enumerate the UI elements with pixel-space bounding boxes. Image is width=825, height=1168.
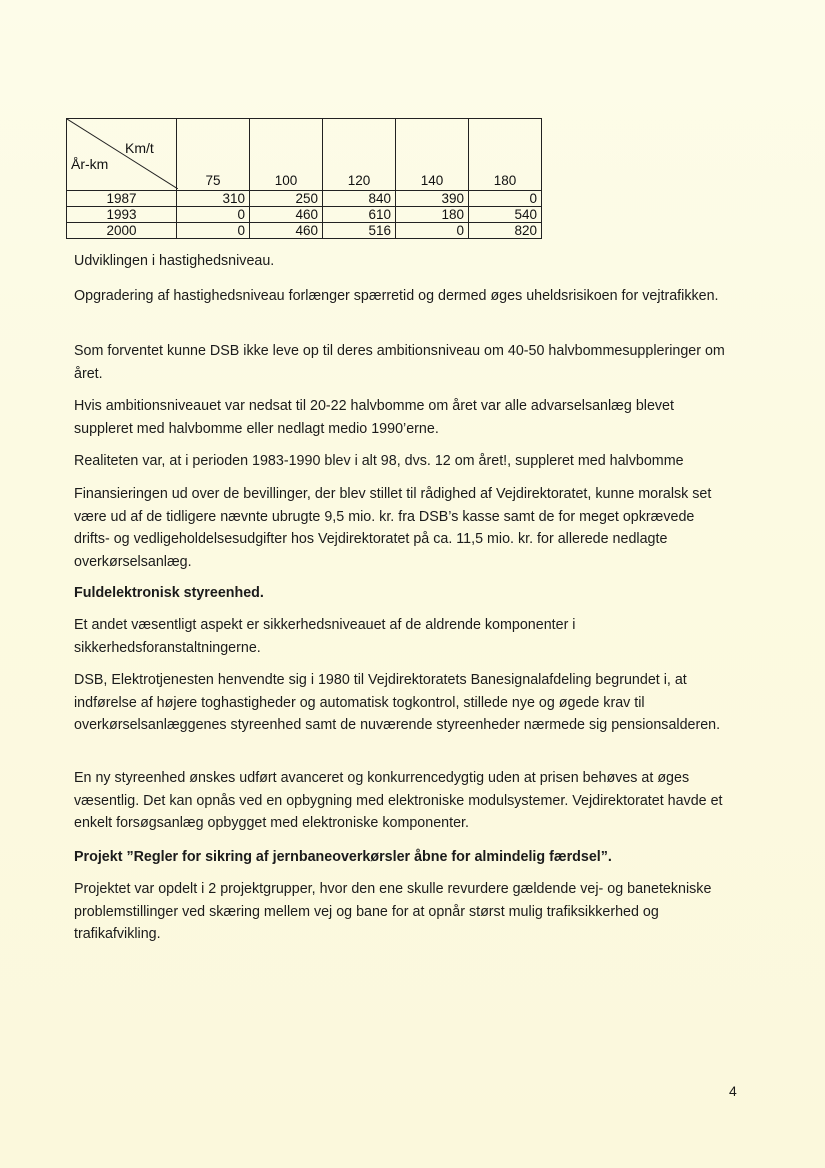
paragraph: Hvis ambitionsniveauet var nedsat til 20-22 halvbomme om året var alle advarselsanlæg blevet suppleret med halvbomme eller nedlagt medio 1990’erne. [74,398,674,437]
paragraph: DSB, Elektrotjenesten henvendte sig i 1980 til Vejdirektoratets Banesignalafdeling begrundet i, at indførelse af højere toghastigheder og automatisk togkontrol, stillede nye og øgede krav til overkørselsanlæggenes styreenhed samt de nuværende styreenheder nærmede sig pensionsalderen. [74,672,721,733]
table-cell: 250 [250,191,323,207]
paragraph: Projektet var opdelt i 2 projektgrupper, hvor den ene skulle revurdere gældende vej- og banetekniske problemstillinger ved skæring mellem vej og bane for at opnår størst mulig trafiksikkerhed og trafikafvikling. [74,881,712,942]
table-cell: 516 [323,223,396,239]
section-heading: Fuldelektronisk styreenhed. [74,585,264,601]
table-row [67,207,542,223]
row-year: 1987 [67,191,177,207]
row-year: 2000 [67,223,177,239]
header-speed-120: 120 [323,119,396,191]
table-cell: 0 [177,207,250,223]
corner-label-speed: Km/t [125,140,154,156]
paragraph: Som forventet kunne DSB ikke leve op til deres ambitionsniveau om 40-50 halvbommesuppleringer om året. [74,343,725,382]
table-cell: 840 [323,191,396,207]
table-row [67,223,542,239]
table-cell: 0 [177,223,250,239]
table-row [67,191,542,207]
table-cell: 820 [469,223,542,239]
page-number: 4 [729,1083,737,1099]
section-heading: Projekt ”Regler for sikring af jernbaneoverkørsler åbne for almindelig færdsel”. [74,849,612,865]
header-speed-140: 140 [396,119,469,191]
table-cell: 310 [177,191,250,207]
header-speed-100: 100 [250,119,323,191]
header-speed-75: 75 [177,119,250,191]
table-cell: 610 [323,207,396,223]
table-cell: 460 [250,207,323,223]
header-speed-180: 180 [469,119,542,191]
paragraph: Finansieringen ud over de bevillinger, der blev stillet til rådighed af Vejdirektoratet, kunne moralsk set være ud af de tidligere nævnte ubrugte 9,5 mio. kr. fra DSB’s kasse samt de for meget opkrævede drifts- og vedligeholdelsesudgifter hos Vejdirektoratet på ca. 11,5 mio. kr. for allerede nedlagte overkørselsanlæg. [74,486,712,570]
speed-distribution-table [66,118,542,239]
table-caption: Udviklingen i hastighedsniveau. [74,253,275,269]
table-corner-cell [67,119,177,191]
table-cell: 540 [469,207,542,223]
table-cell: 180 [396,207,469,223]
paragraph: Opgradering af hastighedsniveau forlænger spærretid og dermed øges uheldsrisikoen for vejtrafikken. [74,288,719,304]
paragraph: Et andet væsentligt aspekt er sikkerhedsniveauet af de aldrende komponenter i sikkerhedsforanstaltningerne. [74,617,576,656]
table-header-row [67,119,542,191]
table-cell: 0 [469,191,542,207]
corner-diagonal-line [67,119,178,189]
row-year: 1993 [67,207,177,223]
paragraph: En ny styreenhed ønskes udført avanceret og konkurrencedygtig uden at prisen behøves at øges væsentlig. Det kan opnås ved en opbygning med elektroniske modulsystemer. Vejdirektoratet havde et enkelt forsøgsanlæg opbygget med elektroniske komponenter. [74,770,723,831]
table-cell: 390 [396,191,469,207]
table-cell: 460 [250,223,323,239]
table-cell: 0 [396,223,469,239]
corner-label-year: År-km [71,156,109,172]
paragraph: Realiteten var, at i perioden 1983-1990 blev i alt 98, dvs. 12 om året!, suppleret med halvbomme [74,453,684,469]
